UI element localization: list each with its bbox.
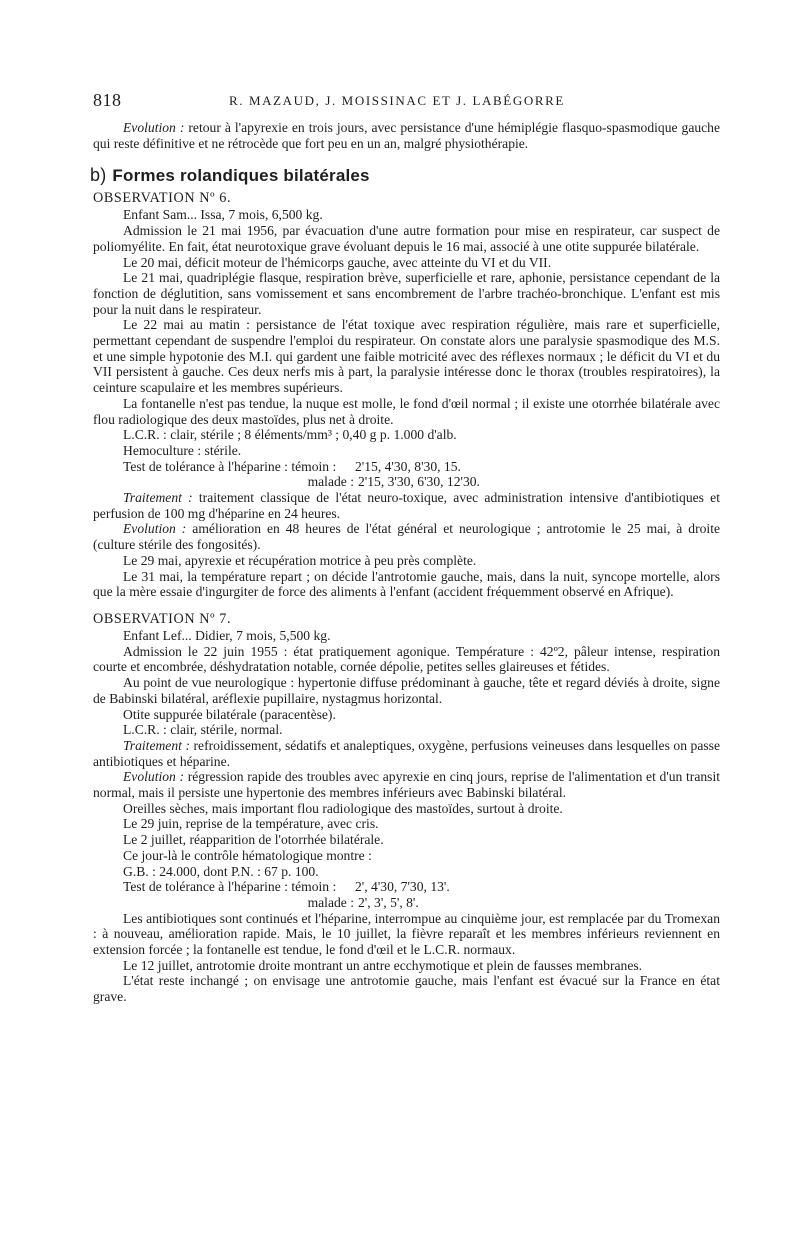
evolution-label: Evolution : — [123, 769, 185, 785]
traitement-label: Traitement : — [123, 737, 190, 753]
evolution-text: régression rapide des troubles avec apyrexie en cinq jours, reprise de l'alimentation et d'un transit normal, mais il persiste une hypertonie des membres inférieurs avec Babinski bilatéral. — [93, 769, 721, 801]
obs7-otite: Otite suppurée bilatérale (paracentèse). — [123, 706, 336, 722]
obs6-paragraph: Le 22 mai au matin : persistance de l'état toxique avec respiration régulière, mais rare et superficielle, permettant cependant de suspendre l'emploi du respirateur. On constate alors une paralysie spasmodique des M.S. et une simple hypotonie des M.I. qui gardent une faible motricité avec des réflexes normaux ; le déficit du VI et du VII persistent à gauche. Ces deux nerfs mis à part, la paralysie intéresse donc le thorax (troubles respiratoires), la ceinture scapulaire et les membres supérieurs. — [93, 317, 720, 396]
obs7-paragraph: Admission le 22 juin 1955 : état pratiquement agonique. Température : 42º2, pâleur intense, respiration courte et encombrée, déshydratation notable, cornée dépolie, petites selles glaireuses et fétides. — [93, 643, 720, 675]
evolution-text: amélioration en 48 heures de l'état général et neurologique ; antrotomie le 25 mai, à droite (culture stérile des fongosités). — [93, 521, 721, 553]
heparin-test-malade: 2', 3', 5', 8'. — [358, 894, 419, 910]
page-number: 818 — [93, 90, 122, 110]
heparin-test-label: Test de tolérance à l'héparine : témoin : — [123, 879, 337, 895]
obs7-traitement — [93, 738, 720, 769]
heparin-test-malade-label: malade : — [307, 474, 354, 490]
obs7-patient: Enfant Lef... Didier, 7 mois, 5,500 kg. — [123, 627, 331, 643]
obs7-paragraph: L'état reste inchangé ; on envisage une antrotomie gauche, mais l'enfant est évacué sur la France en état grave. — [93, 973, 720, 1005]
obs6-traitement — [93, 490, 720, 521]
obs6-lcr: L.C.R. : clair, stérile ; 8 éléments/mm³ ; 0,40 g p. 1.000 d'alb. — [123, 427, 457, 443]
heparin-test-malade: 2'15, 3'30, 6'30, 12'30. — [358, 474, 480, 490]
obs6-patient: Enfant Sam... Issa, 7 mois, 6,500 kg. — [123, 207, 323, 223]
traitement-label: Traitement : — [123, 490, 193, 506]
obs6-paragraph: Le 20 mai, déficit moteur de l'hémicorps gauche, avec atteinte du VI et du VII. — [123, 254, 552, 270]
observation-7-heading: OBSERVATION Nº 7. — [93, 610, 232, 627]
traitement-text: traitement classique de l'état neuro-toxique, avec administration intensive d'antibiotiques et perfusion de 100 mg d'héparine en 24 heures. — [93, 490, 720, 521]
intro-evolution — [93, 120, 720, 151]
obs6-paragraph: Le 21 mai, quadriplégie flasque, respiration brève, superficielle et rare, aphonie, persistance cependant de la fonction de déglutition, sans vomissement et sans encombrement de l'arbre trachéo-bronchique. L'enfant est mis pour la nuit dans le respirateur. — [93, 270, 720, 317]
obs6-paragraph: La fontanelle n'est pas tendue, la nuque est molle, le fond d'œil normal ; il existe une otorrhée bilatérale avec flou radiologique des deux mastoïdes, plus net à droite. — [93, 395, 720, 427]
obs7-paragraph: Le 12 juillet, antrotomie droite montrant un antre ecchymotique et plein de fausses membranes. — [123, 957, 643, 973]
page-header — [93, 90, 720, 120]
heparin-test-temoin: 2', 4'30, 7'30, 13'. — [355, 879, 450, 895]
obs6-paragraph: Le 31 mai, la température repart ; on décide l'antrotomie gauche, mais, dans la nuit, syncope mortelle, alors que la mère essaie d'ingurgiter de force des aliments à l'enfant (accident fréquemment observé en Afrique). — [93, 568, 720, 600]
intro-evolution-text: retour à l'apyrexie en trois jours, avec persistance d'une hémiplégie flasquo-spasmodique gauche qui reste définitive et ne rétrocède que fort peu en un an, malgré physiothérapie. — [93, 120, 721, 151]
obs7-paragraph: Oreilles sèches, mais important flou radiologique des mastoïdes, surtout à droite. — [123, 800, 563, 816]
heparin-test-temoin: 2'15, 4'30, 8'30, 15. — [355, 458, 461, 474]
running-title: R. MAZAUD, J. MOISSINAC ET J. LABÉGORRE — [229, 93, 565, 108]
page — [90, 90, 721, 1005]
observation-6-heading: OBSERVATION Nº 6. — [93, 190, 232, 207]
obs7-evolution — [93, 769, 720, 800]
heparin-test-label: Test de tolérance à l'héparine : témoin : — [123, 458, 337, 474]
section-letter: b) — [90, 165, 107, 186]
section-heading — [90, 165, 720, 186]
obs7-paragraph: Le 2 juillet, réapparition de l'otorrhée bilatérale. — [123, 832, 384, 848]
obs6-hemoculture: Hemoculture : stérile. — [123, 442, 242, 458]
obs7-paragraph: Au point de vue neurologique : hypertonie diffuse prédominant à gauche, tête et regard déviés à droite, signe de Babinski bilatéral, aréflexie pupillaire, nystagmus horizontal. — [93, 675, 720, 706]
obs7-paragraph: Les antibiotiques sont continués et l'héparine, interrompue au cinquième jour, est remplacée par du Tromexan : à nouveau, amélioration rapide. Mais, le 10 juillet, la fièvre reparaît et les membres inférieurs reviennent en extension forcée ; la fontanelle est tendue, le fond d'œil et le L.C.R. normaux. — [93, 910, 720, 958]
heparin-test-malade-label: malade : — [307, 894, 354, 910]
obs6-paragraph: Admission le 21 mai 1956, par évacuation d'une autre formation pour mise en respirateur, car suspect de poliomyélite. En fait, état neurotoxique grave évoluant depuis le 16 mai, associé à une otite suppurée bilatérale. — [93, 223, 720, 254]
obs6-evolution — [93, 521, 720, 552]
obs7-lcr: L.C.R. : clair, stérile, normal. — [123, 722, 283, 738]
intro-evolution-label: Evolution : — [123, 120, 185, 135]
obs6-paragraph: Le 29 mai, apyrexie et récupération motrice à peu près complète. — [123, 552, 477, 568]
evolution-label: Evolution : — [123, 521, 187, 537]
section-title: Formes rolandiques bilatérales — [112, 166, 370, 186]
obs6-heparin-test — [93, 459, 720, 490]
obs7-paragraph: Ce jour-là le contrôle hématologique montre : — [123, 847, 372, 863]
obs7-heparin-test — [93, 879, 720, 910]
obs7-paragraph: Le 29 juin, reprise de la température, avec cris. — [123, 816, 379, 832]
traitement-text: refroidissement, sédatifs et analeptiques, oxygène, perfusions veineuses dans lesquelles on passe antibiotiques et héparine. — [93, 737, 720, 769]
obs7-gb: G.B. : 24.000, dont P.N. : 67 p. 100. — [123, 863, 319, 879]
